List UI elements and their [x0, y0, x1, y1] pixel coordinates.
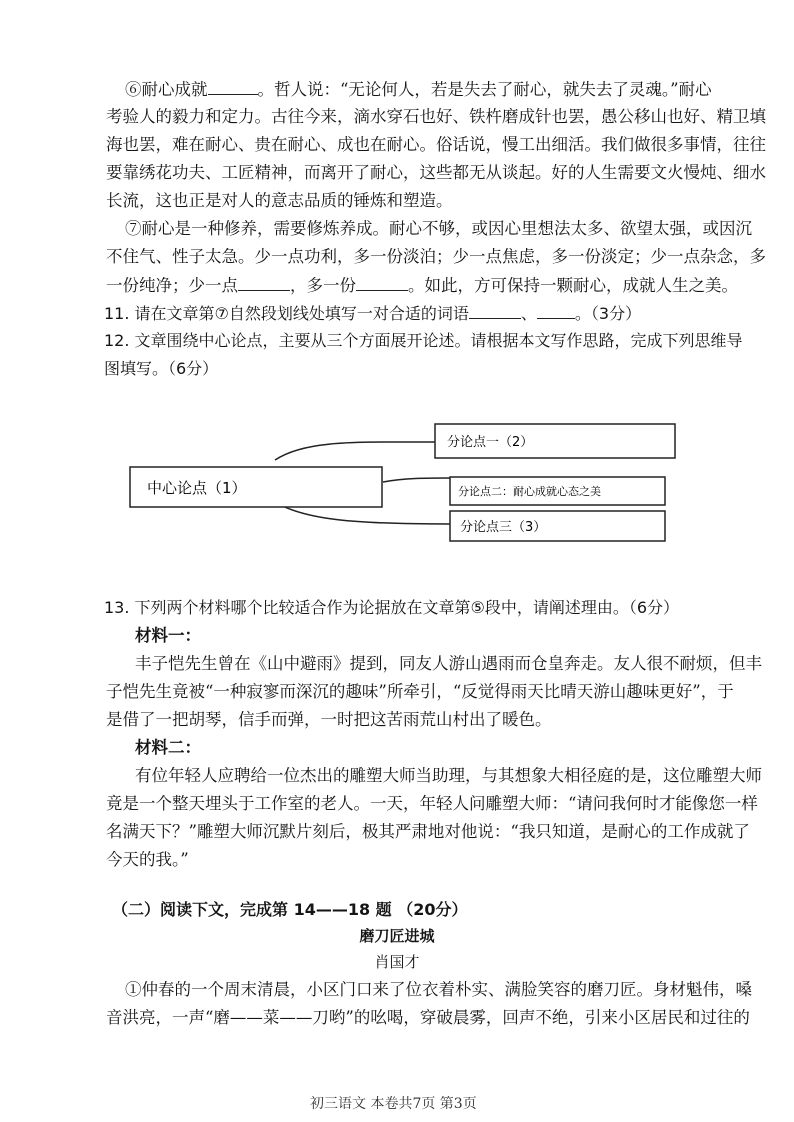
- material1-title: 材料一：: [135, 626, 201, 645]
- fill-blank[interactable]: [238, 274, 290, 291]
- para7-line3-a: 一份纯净；少一点: [106, 276, 238, 295]
- material2-line3: 名满天下？”雕塑大师沉默片刻后，极其严肃地对他说：“我只知道，是耐心的工作成就了: [106, 822, 750, 841]
- para6-line2: 考验人的毅力和定力。古往今来，滴水穿石也好、铁杵磨成针也罢，愚公移山也好、精卫填: [106, 107, 766, 126]
- connector-branch1: [275, 442, 435, 460]
- article-author: 肖国才: [374, 953, 420, 971]
- article-title: 磨刀匠进城: [359, 927, 435, 945]
- material1-line3: 是借了一把胡琴，信手而弹，一时把这苦雨荒山村出了暖色。: [106, 710, 552, 729]
- fill-blank[interactable]: [208, 78, 258, 95]
- answer-blank[interactable]: [469, 302, 521, 319]
- para6-line1-end: 。哲人说：“无论何人，若是失去了耐心，就失去了灵魂。”耐心: [257, 80, 712, 99]
- question-13: 13. 下列两个材料哪个比较适合作为论据放在文章第⑤段中，请阐述理由。（6分）: [104, 598, 680, 617]
- q11-text: 11. 请在文章第⑦自然段划线处填写一对合适的词语: [104, 304, 469, 323]
- article-para1-line2: 音洪亮，一声“磨——菜——刀哟”的吆喝，穿破晨雾，回声不绝，引来小区居民和过往的: [106, 1008, 750, 1027]
- question-12-line1: 12. 文章围绕中心论点，主要从三个方面展开论述。请根据本文写作思路，完成下列思维导: [104, 331, 743, 350]
- para6-line1: [125, 78, 712, 101]
- material2-title: 材料二：: [135, 738, 201, 757]
- para7-line3-c: 。如此，方可保持一颗耐心，成就人生之美。: [408, 276, 738, 295]
- connector-branch2: [383, 478, 450, 482]
- para7-line3-b: ，多一份: [290, 276, 356, 295]
- section2-heading: （二）阅读下文，完成第 14——18 题 （20分）: [112, 900, 468, 919]
- fill-blank[interactable]: [356, 274, 408, 291]
- question-12-line2: 图填写。（6分）: [104, 359, 219, 378]
- branch3-label: 分论点三（3）: [460, 520, 547, 535]
- answer-blank[interactable]: [537, 302, 575, 319]
- material2-line2: 竟是一个整天埋头于工作室的老人。一天，年轻人问雕塑大师：“请问我何时才能像您一样: [106, 794, 758, 813]
- article-para1-line1: ①仲春的一个周末清晨，小区门口来了位衣着朴实、满脸笑容的磨刀匠。身材魁伟，嗓: [125, 980, 752, 999]
- para7-line1: ⑦耐心是一种修养，需要修炼养成。耐心不够，或因心里想法太多、欲望太强，或因沉: [125, 219, 752, 238]
- q11-end: 。（3分）: [574, 304, 642, 323]
- para7-line3: [106, 274, 738, 297]
- branch2-label: 分论点二：耐心成就心态之美: [458, 485, 601, 498]
- page-footer: 初三语文 本卷共7页 第3页: [310, 1096, 477, 1112]
- question-11: [104, 302, 641, 325]
- para6-line3: 海也罢，难在耐心、贵在耐心、成也在耐心。俗话说，慢工出细活。我们做很多事情，往往: [106, 135, 766, 154]
- para6-line5: 长流，这也正是对人的意志品质的锤炼和塑造。: [106, 191, 453, 210]
- material2-line1: 有位年轻人应聘给一位杰出的雕塑大师当助理，与其想象大相径庭的是，这位雕塑大师: [135, 766, 762, 785]
- center-thesis-label: 中心论点（1）: [147, 479, 247, 497]
- q11-sep: 、: [520, 304, 537, 323]
- material1-line2: 子恺先生竟被“一种寂寥而深沉的趣味”所牵引，“反觉得雨天比晴天游山趣味更好”，于: [106, 682, 734, 701]
- material1-line1: 丰子恺先生曾在《山中避雨》提到，同友人游山遇雨而仓皇奔走。友人很不耐烦，但丰: [135, 654, 762, 673]
- material2-line4: 今天的我。”: [106, 850, 189, 869]
- para7-line2: 不住气、性子太急。少一点功利，多一份淡泊；少一点焦虑，多一份淡定；少一点杂念，多: [106, 247, 766, 266]
- branch1-label: 分论点一（2）: [447, 435, 534, 450]
- para6-line1-start: ⑥耐心成就: [125, 80, 208, 99]
- para6-line4: 要靠绣花功夫、工匠精神，而离开了耐心，这些都无从谈起。好的人生需要文火慢炖、细水: [106, 163, 766, 182]
- mind-map-diagram: [125, 410, 685, 550]
